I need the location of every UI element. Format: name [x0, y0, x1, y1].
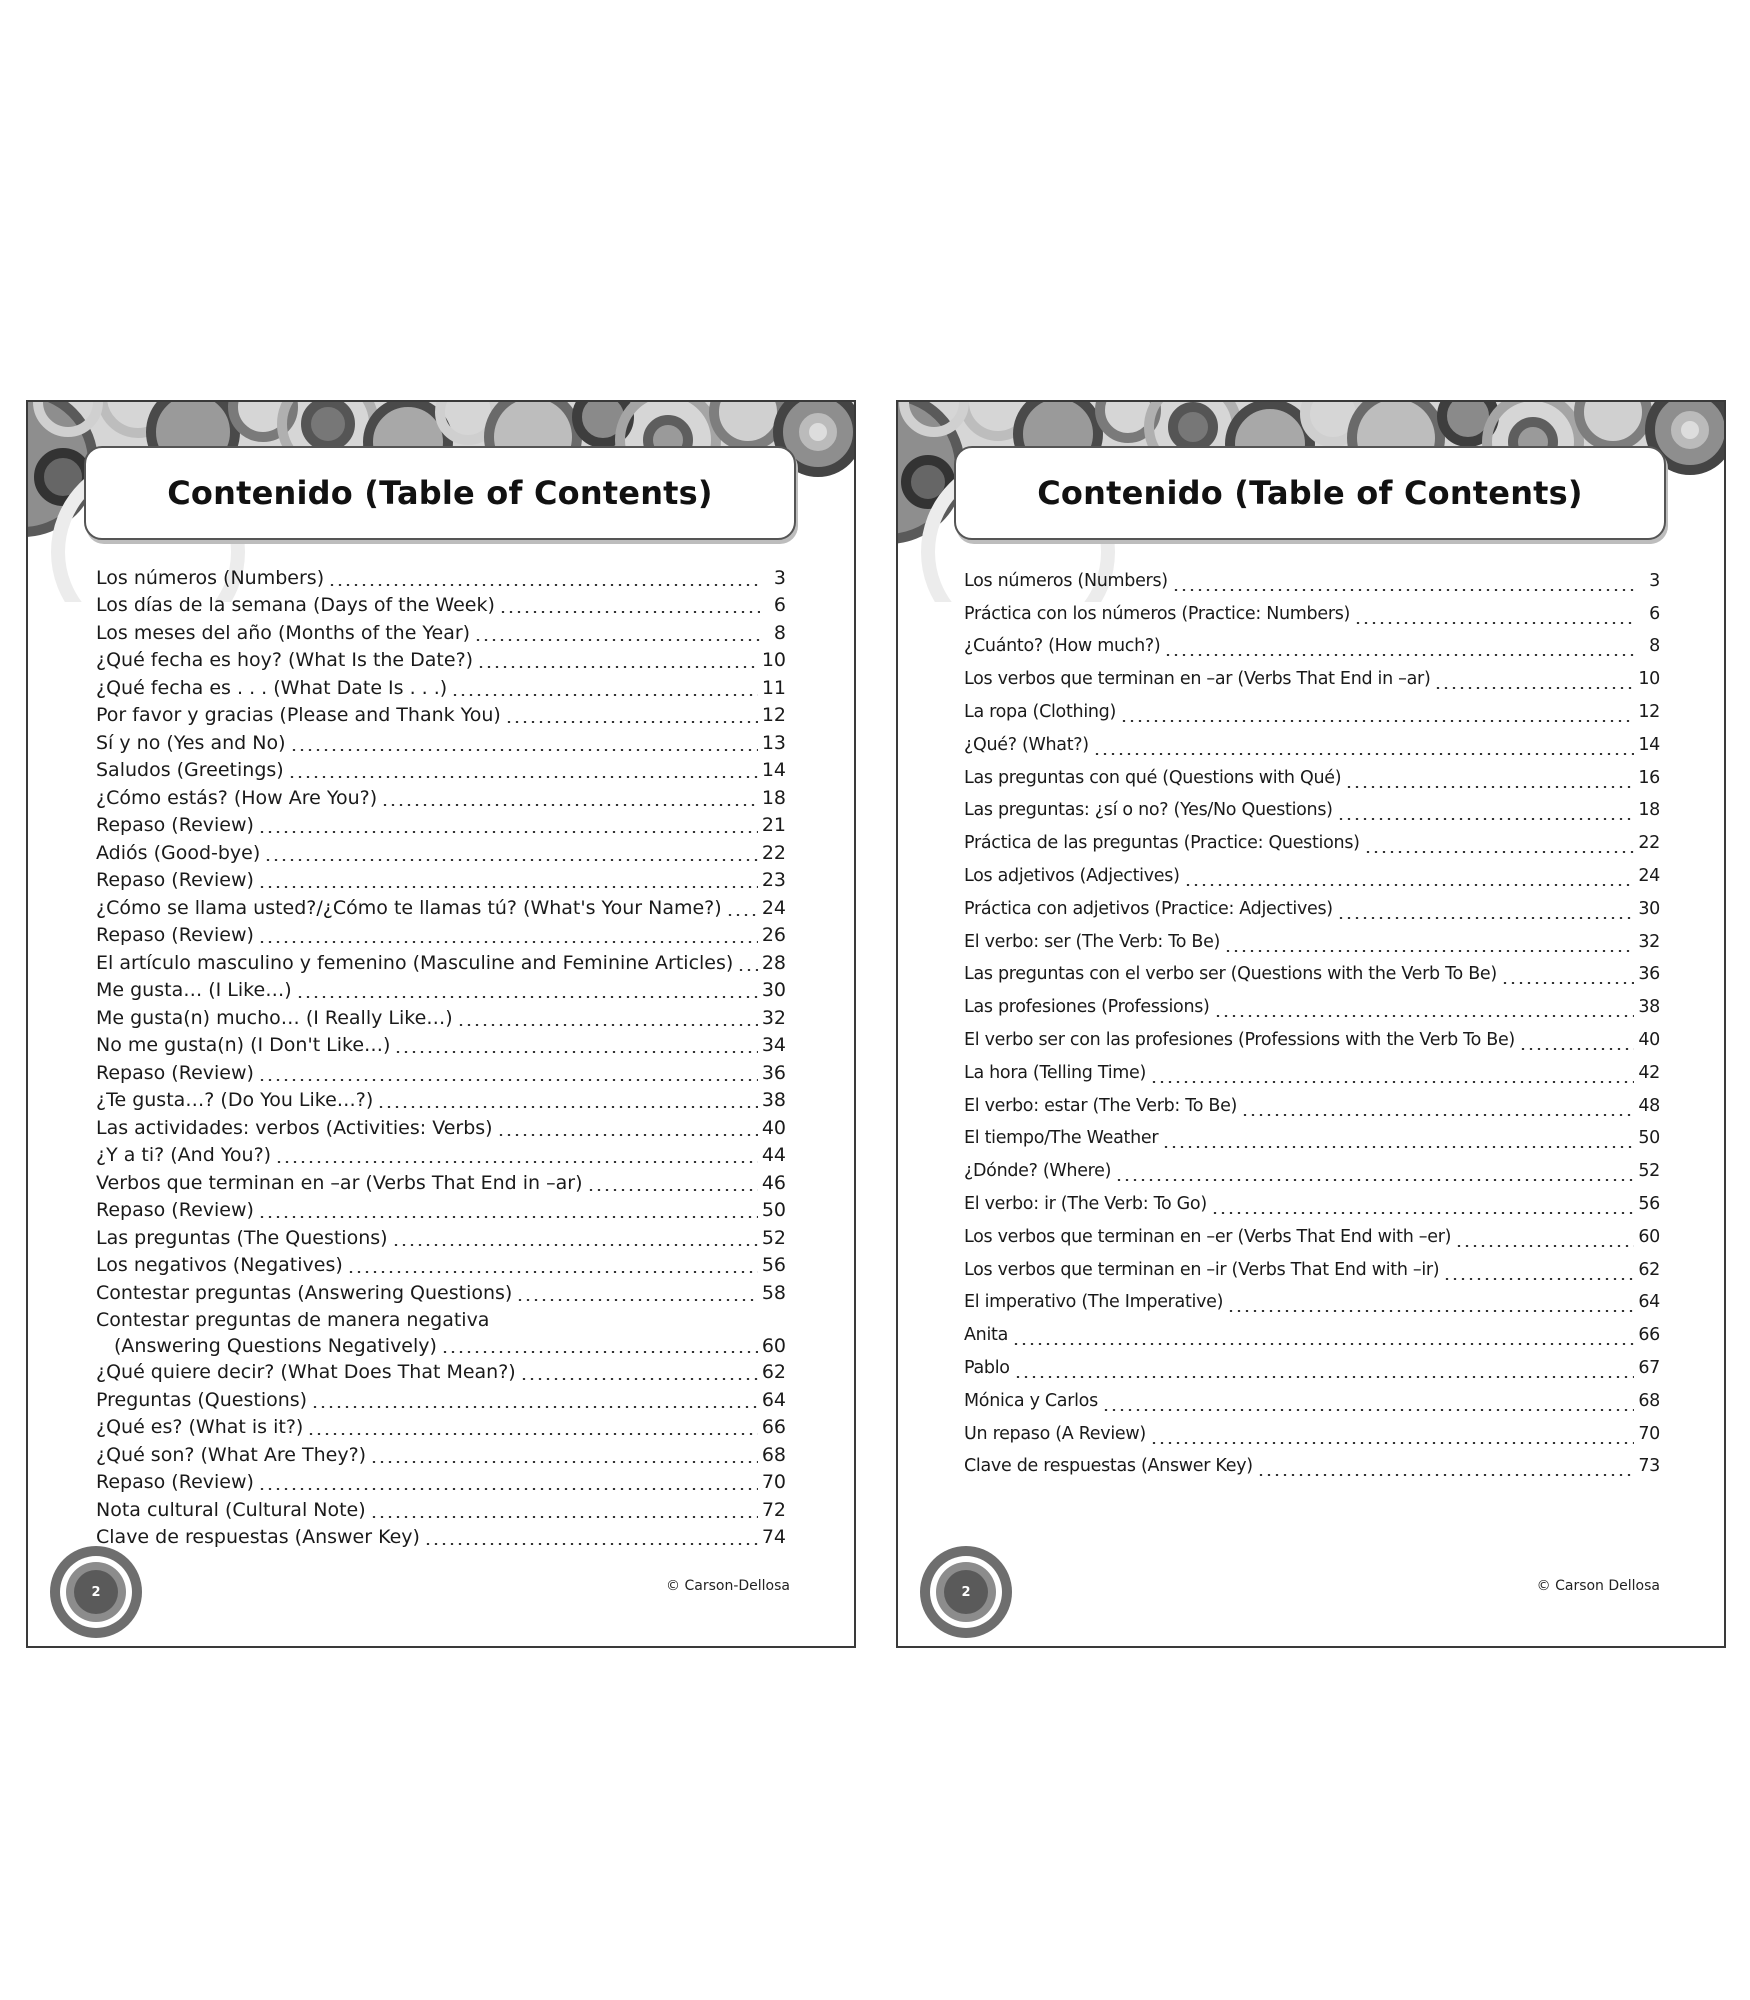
toc-entry-page: 8	[1649, 636, 1660, 657]
toc-entry-page: 60	[761, 1334, 786, 1357]
toc-entry-title: Contestar preguntas (Answering Questions)	[96, 1281, 513, 1304]
toc-entry-page: 12	[761, 704, 786, 726]
dot-leader	[264, 859, 758, 861]
toc-entry-page: 26	[761, 924, 786, 946]
toc-entry-page: 16	[1638, 767, 1660, 788]
dot-leader	[307, 1433, 757, 1435]
page-title: Contenido (Table of Contents)	[1037, 474, 1583, 512]
dot-leader	[1337, 917, 1634, 919]
page-right	[896, 400, 1726, 1648]
toc-entry	[96, 757, 786, 785]
dot-leader	[381, 804, 758, 806]
toc-entry-page: 6	[1649, 603, 1660, 624]
page-number: 2	[91, 1584, 101, 1600]
toc-entry-title: ¿Cuánto? (How much?)	[964, 636, 1161, 657]
toc-entry-title: Práctica con los números (Practice: Numbers)	[964, 603, 1351, 624]
toc-entry-page: 14	[761, 759, 786, 781]
dot-leader	[1102, 1409, 1634, 1411]
dot-leader	[1519, 1048, 1634, 1050]
toc-entry-title: ¿Cómo estás? (How Are You?)	[96, 786, 378, 809]
toc-entry	[964, 1351, 1660, 1384]
dot-leader	[1345, 786, 1634, 788]
toc-entry	[96, 729, 786, 757]
page-number: 2	[961, 1584, 971, 1600]
toc-entry-title: ¿Qué? (What?)	[964, 734, 1089, 755]
toc-entry-page: 52	[1638, 1161, 1660, 1182]
dot-leader	[474, 639, 760, 641]
toc-entry-title: Las preguntas: ¿sí o no? (Yes/No Questions)	[964, 800, 1333, 821]
toc-entry-page: 38	[1638, 997, 1660, 1018]
toc-entry-continuation	[96, 1333, 786, 1359]
dot-leader	[1337, 818, 1634, 820]
toc-entry-page: 6	[773, 594, 786, 616]
toc-entry-title: La hora (Telling Time)	[964, 1062, 1147, 1083]
toc-entry	[96, 1169, 786, 1197]
toc-entry	[964, 826, 1660, 859]
toc-entry-title: Los verbos que terminan en –ir (Verbs That End with –ir)	[964, 1259, 1440, 1280]
toc-entry-title: El verbo: ser (The Verb: To Be)	[964, 931, 1221, 952]
dot-leader	[1184, 884, 1634, 886]
toc-entry-page: 13	[761, 731, 786, 754]
toc-entry-page: 67	[1638, 1357, 1660, 1378]
toc-entry-title: Los verbos que terminan en –er (Verbs That End with –er)	[964, 1226, 1452, 1247]
dot-leader	[1014, 1376, 1634, 1378]
toc-entry	[96, 1386, 786, 1414]
dot-leader	[275, 1161, 758, 1163]
toc-entry	[964, 794, 1660, 827]
dot-leader	[477, 666, 758, 668]
toc-entry	[964, 728, 1660, 761]
toc-entry-page: 62	[1638, 1259, 1660, 1280]
toc-entry-page: 21	[761, 814, 786, 836]
toc-entry-page: 74	[761, 1526, 786, 1548]
toc-entry	[964, 1417, 1660, 1450]
toc-entry	[96, 1059, 786, 1087]
dot-leader	[1227, 1310, 1634, 1312]
toc-entry-title: Las profesiones (Professions)	[964, 997, 1210, 1018]
toc-entry-title: Verbos que terminan en –ar (Verbs That End in –ar)	[96, 1171, 583, 1194]
toc-entry-page: 28	[761, 951, 786, 974]
toc-entry-page: 22	[761, 841, 786, 864]
dot-leader	[394, 1051, 757, 1053]
toc-entry	[96, 647, 786, 675]
toc-entry	[964, 1384, 1660, 1417]
toc-entry-page: 12	[1638, 701, 1660, 722]
toc-entry-page: 10	[1638, 669, 1660, 690]
toc-entry-title-line2: (Answering Questions Negatively)	[114, 1334, 437, 1357]
toc-entry-page: 23	[761, 869, 786, 891]
dot-leader	[290, 749, 758, 751]
toc-entry	[964, 630, 1660, 663]
toc-entry-page: 14	[1638, 734, 1660, 755]
toc-entry-page: 10	[761, 649, 786, 671]
table-of-contents	[96, 564, 786, 1551]
toc-entry	[964, 1154, 1660, 1187]
toc-entry-title: Me gusta… (I Like…)	[96, 979, 292, 1001]
dot-leader	[1093, 753, 1634, 755]
toc-entry-page: 46	[761, 1171, 786, 1194]
toc-entry-title: Sí y no (Yes and No)	[96, 731, 286, 754]
dot-leader	[499, 611, 760, 613]
toc-entry	[964, 1122, 1660, 1155]
toc-entry	[96, 1087, 786, 1115]
dot-leader	[505, 721, 758, 723]
toc-entry-page: 22	[1638, 833, 1660, 854]
toc-entry	[964, 1023, 1660, 1056]
dot-leader	[347, 1271, 758, 1273]
dot-leader	[441, 1351, 758, 1353]
toc-entry-page: 36	[761, 1061, 786, 1084]
toc-entry-page: 42	[1638, 1062, 1660, 1083]
dot-leader	[1443, 1278, 1634, 1280]
toc-entry	[964, 1089, 1660, 1122]
toc-entry-title: Preguntas (Questions)	[96, 1388, 308, 1411]
page-title: Contenido (Table of Contents)	[167, 474, 713, 512]
toc-entry	[96, 592, 786, 620]
dot-leader	[520, 1378, 758, 1380]
toc-entry-title: ¿Qué es? (What is it?)	[96, 1416, 304, 1438]
toc-entry	[964, 892, 1660, 925]
dot-leader	[1214, 1015, 1634, 1017]
toc-entry-page: 18	[761, 786, 786, 809]
toc-entry-page: 18	[1638, 800, 1660, 821]
toc-entry	[96, 1279, 786, 1307]
toc-entry-page: 72	[761, 1498, 786, 1521]
dot-leader	[296, 996, 758, 998]
toc-entry-page: 24	[1638, 865, 1660, 886]
dot-leader	[457, 1024, 758, 1026]
toc-entry	[96, 1252, 786, 1280]
toc-entry	[964, 662, 1660, 695]
toc-entry-page: 50	[1638, 1128, 1660, 1149]
toc-entry-title: El verbo: ir (The Verb: To Go)	[964, 1193, 1207, 1214]
toc-entry	[964, 958, 1660, 991]
toc-entry-title: Clave de respuestas (Answer Key)	[964, 1456, 1253, 1477]
toc-entry-title: Me gusta(n) mucho… (I Really Like…)	[96, 1006, 453, 1029]
toc-entry-title: Anita	[964, 1325, 1009, 1346]
toc-entry-page: 30	[1638, 898, 1660, 919]
toc-entry	[96, 1524, 786, 1552]
dot-leader	[1164, 654, 1634, 656]
toc-entry-title: Las preguntas con el verbo ser (Questions with the Verb To Be)	[964, 964, 1497, 985]
toc-entry-title: El artículo masculino y femenino (Masculine and Feminine Articles)	[96, 951, 734, 974]
toc-entry-page: 64	[1638, 1292, 1660, 1313]
toc-entry	[96, 1197, 786, 1225]
toc-entry-title: ¿Qué son? (What Are They?)	[96, 1443, 367, 1466]
toc-entry	[964, 761, 1660, 794]
dot-leader	[497, 1134, 758, 1136]
toc-entry	[96, 922, 786, 950]
toc-entry	[96, 1032, 786, 1060]
dot-leader	[1354, 622, 1634, 624]
toc-entry-page: 56	[1638, 1193, 1660, 1214]
toc-entry-page: 52	[761, 1226, 786, 1249]
toc-entry-title: Repaso (Review)	[96, 869, 254, 891]
toc-entry-page: 40	[1638, 1029, 1660, 1050]
toc-entry	[964, 1187, 1660, 1220]
dot-leader	[1211, 1212, 1634, 1214]
toc-entry-title: Los meses del año (Months of the Year)	[96, 621, 471, 644]
toc-entry-title: ¿Y a ti? (And You?)	[96, 1144, 272, 1166]
toc-entry	[96, 977, 786, 1005]
toc-entry	[964, 990, 1660, 1023]
toc-entry	[964, 1286, 1660, 1319]
toc-entry-title: ¿Dónde? (Where)	[964, 1161, 1112, 1182]
dot-leader	[451, 694, 758, 696]
toc-entry-title: Las preguntas (The Questions)	[96, 1226, 388, 1249]
dot-leader	[1150, 1442, 1634, 1444]
dot-leader	[726, 914, 758, 916]
toc-entry-page: 62	[761, 1361, 786, 1383]
dot-leader	[258, 886, 758, 888]
toc-entry-title: El imperativo (The Imperative)	[964, 1292, 1224, 1313]
toc-entry-title: Práctica con adjetivos (Practice: Adjectives)	[964, 898, 1333, 919]
toc-entry-page: 32	[1638, 931, 1660, 952]
toc-entry-title: ¿Qué fecha es . . . (What Date Is . . .)	[96, 676, 448, 699]
toc-entry	[964, 564, 1660, 597]
dot-leader	[1501, 982, 1634, 984]
toc-entry-title: ¿Te gusta…? (Do You Like…?)	[96, 1089, 374, 1111]
toc-entry	[96, 702, 786, 730]
toc-entry-title: Repaso (Review)	[96, 1471, 254, 1493]
title-box	[84, 446, 796, 540]
dot-leader	[328, 584, 760, 586]
toc-entry	[964, 1220, 1660, 1253]
toc-entry-title: Las preguntas con qué (Questions with Qué)	[964, 767, 1342, 788]
toc-entry-page: 68	[761, 1443, 786, 1466]
toc-entry-title: Repaso (Review)	[96, 1061, 254, 1084]
toc-entry-page: 66	[1638, 1325, 1660, 1346]
dot-leader	[370, 1461, 758, 1463]
toc-entry	[964, 695, 1660, 728]
toc-entry-title: Nota cultural (Cultural Note)	[96, 1498, 366, 1521]
dot-leader	[258, 941, 758, 943]
toc-entry-page: 32	[761, 1006, 786, 1029]
toc-entry-title: Los números (Numbers)	[96, 566, 325, 589]
dot-leader	[1364, 851, 1634, 853]
toc-entry	[964, 597, 1660, 630]
dot-leader	[311, 1406, 758, 1408]
copyright: © Carson Dellosa	[1536, 1578, 1660, 1594]
toc-entry-title: ¿Qué fecha es hoy? (What Is the Date?)	[96, 649, 474, 671]
toc-entry	[964, 1056, 1660, 1089]
dot-leader	[1115, 1179, 1634, 1181]
toc-entry-title: Contestar preguntas de manera negativa	[96, 1308, 490, 1331]
dot-leader	[1257, 1474, 1634, 1476]
toc-entry	[96, 1004, 786, 1032]
toc-entry-page: 8	[773, 621, 786, 644]
toc-entry	[964, 925, 1660, 958]
toc-entry	[96, 1441, 786, 1469]
toc-entry-title: Los adjetivos (Adjectives)	[964, 865, 1180, 886]
toc-entry	[96, 894, 786, 922]
toc-entry	[964, 1450, 1660, 1483]
toc-entry-page: 73	[1638, 1456, 1660, 1477]
dot-leader	[1120, 720, 1634, 722]
toc-entry-title: Clave de respuestas (Answer Key)	[96, 1526, 420, 1548]
toc-entry-page: 30	[761, 979, 786, 1001]
toc-entry-title: Repaso (Review)	[96, 924, 254, 946]
toc-entry	[964, 1253, 1660, 1286]
dot-leader	[258, 831, 758, 833]
toc-entry-title: Los días de la semana (Days of the Week)	[96, 594, 495, 616]
toc-entry	[96, 784, 786, 812]
toc-entry-page: 56	[761, 1254, 786, 1276]
toc-entry-page: 38	[761, 1089, 786, 1111]
toc-entry-page: 44	[761, 1144, 786, 1166]
toc-entry	[96, 1469, 786, 1497]
dot-leader	[288, 776, 758, 778]
toc-entry	[96, 1142, 786, 1170]
toc-entry-title: Adiós (Good-bye)	[96, 841, 261, 864]
toc-entry-title: Saludos (Greetings)	[96, 759, 284, 781]
dot-leader	[737, 969, 758, 971]
toc-entry	[96, 867, 786, 895]
dot-leader	[258, 1216, 758, 1218]
toc-entry-title: Pablo	[964, 1357, 1010, 1378]
dot-leader	[1241, 1114, 1634, 1116]
toc-entry	[96, 1307, 786, 1359]
toc-entry	[96, 619, 786, 647]
toc-entry-page: 70	[761, 1471, 786, 1493]
toc-entry	[96, 1114, 786, 1142]
dot-leader	[377, 1106, 758, 1108]
toc-entry	[964, 1318, 1660, 1351]
dot-leader	[1434, 687, 1634, 689]
dot-leader	[392, 1244, 758, 1246]
toc-entry-page: 24	[761, 896, 786, 919]
toc-entry-title: ¿Cómo se llama usted?/¿Cómo te llamas tú? (What's Your Name?)	[96, 896, 722, 919]
dot-leader	[370, 1516, 758, 1518]
toc-entry-title: No me gusta(n) (I Don't Like…)	[96, 1034, 391, 1056]
toc-entry-title: Práctica de las preguntas (Practice: Questions)	[964, 833, 1360, 854]
toc-entry-title: Un repaso (A Review)	[964, 1423, 1146, 1444]
dot-leader	[1224, 950, 1634, 952]
toc-entry-title: Los negativos (Negatives)	[96, 1254, 343, 1276]
toc-entry-page: 50	[761, 1199, 786, 1221]
page-left	[26, 400, 856, 1648]
toc-entry-page: 68	[1638, 1390, 1660, 1411]
toc-entry-page: 34	[761, 1034, 786, 1056]
toc-entry-title: Los verbos que terminan en –ar (Verbs That End in –ar)	[964, 669, 1431, 690]
dot-leader	[1172, 589, 1634, 591]
dot-leader	[1162, 1146, 1634, 1148]
toc-entry-page: 58	[761, 1281, 786, 1304]
dot-leader	[1012, 1343, 1634, 1345]
toc-entry	[96, 1496, 786, 1524]
dot-leader	[1455, 1245, 1634, 1247]
dot-leader	[258, 1488, 758, 1490]
toc-entry	[96, 564, 786, 592]
toc-entry-title: Repaso (Review)	[96, 1199, 254, 1221]
toc-entry-title: El verbo: estar (The Verb: To Be)	[964, 1095, 1238, 1116]
toc-entry-title: Mónica y Carlos	[964, 1390, 1098, 1411]
toc-entry-page: 3	[773, 566, 786, 589]
toc-entry-title: La ropa (Clothing)	[964, 701, 1117, 722]
table-of-contents	[964, 564, 1660, 1482]
toc-entry-title: El tiempo/The Weather	[964, 1128, 1159, 1149]
toc-entry-title: Por favor y gracias (Please and Thank You)	[96, 704, 501, 726]
toc-entry-title: Las actividades: verbos (Activities: Verbs)	[96, 1116, 493, 1139]
toc-entry	[96, 1224, 786, 1252]
toc-entry-page: 70	[1638, 1423, 1660, 1444]
toc-entry-page: 11	[761, 676, 786, 699]
toc-entry-title: El verbo ser con las profesiones (Professions with the Verb To Be)	[964, 1029, 1515, 1050]
toc-entry-page: 60	[1638, 1226, 1660, 1247]
toc-entry	[96, 812, 786, 840]
toc-entry	[96, 1414, 786, 1442]
toc-entry-page: 48	[1638, 1095, 1660, 1116]
copyright: © Carson-Dellosa	[666, 1578, 790, 1594]
dot-leader	[516, 1299, 757, 1301]
toc-entry-title: Repaso (Review)	[96, 814, 254, 836]
toc-entry	[964, 859, 1660, 892]
toc-entry-page: 64	[761, 1388, 786, 1411]
toc-entry-page: 40	[761, 1116, 786, 1139]
toc-entry-title: Los números (Numbers)	[964, 570, 1168, 591]
toc-entry-page: 36	[1638, 964, 1660, 985]
toc-entry	[96, 1359, 786, 1387]
toc-entry-title: ¿Qué quiere decir? (What Does That Mean?)	[96, 1361, 516, 1383]
title-box	[954, 446, 1666, 540]
dot-leader	[258, 1079, 758, 1081]
dot-leader	[424, 1543, 758, 1545]
toc-entry	[96, 949, 786, 977]
dot-leader	[1150, 1081, 1634, 1083]
toc-entry	[96, 839, 786, 867]
toc-entry-page: 66	[761, 1416, 786, 1438]
dot-leader	[587, 1189, 758, 1191]
toc-entry	[96, 674, 786, 702]
toc-entry-page: 3	[1649, 570, 1660, 591]
